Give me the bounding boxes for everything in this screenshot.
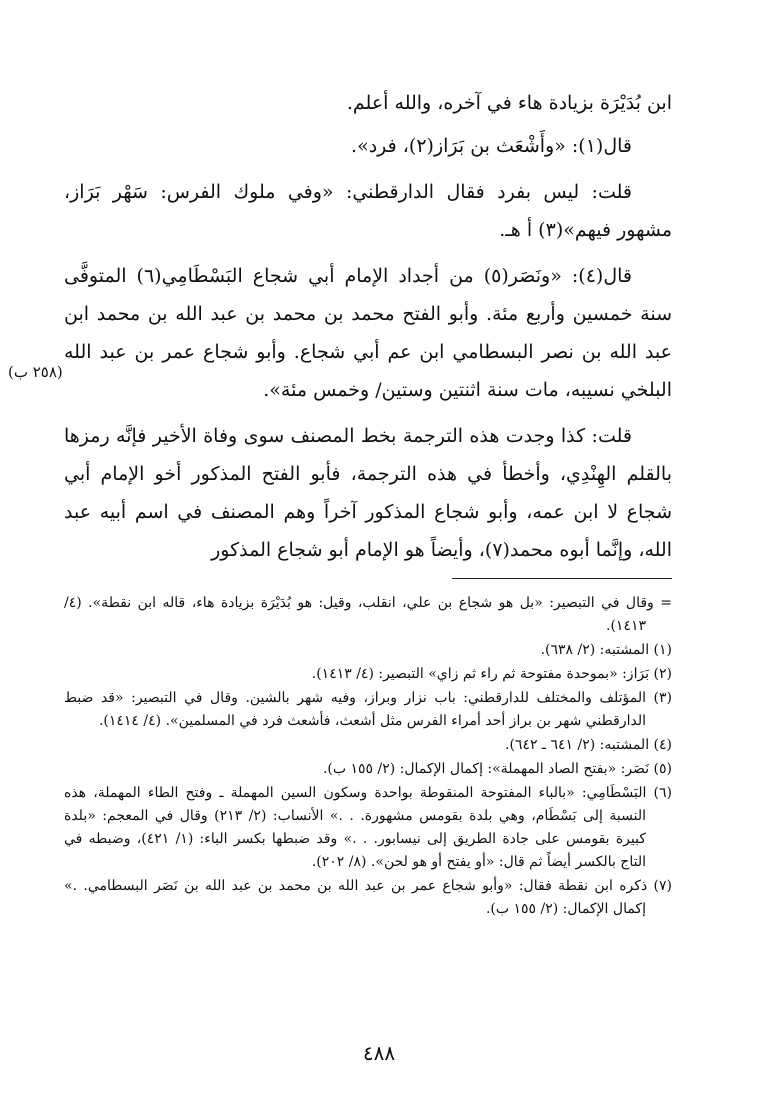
paragraph-2: قال(١): «وأَشْعَث بن بَرَاز(٢)، فرد».: [351, 135, 632, 157]
footnote-4: (٤) المشتبه: (٢/ ٦٤١ ـ ٦٤٢).: [505, 737, 672, 753]
footnote-divider: [452, 578, 672, 579]
footnote-7: (٧) ذكره ابن نقطة فقال: «وأبو شجاع عمر بن عبد الله بن محمد بن عبد الله بن نَصَر البسطامي. .» إكمال الإكمال: (٢/ ١٥٥ ب).: [64, 878, 672, 917]
footnote-5: (٥) نَصَر: «بفتح الصاد المهملة»: إكمال الإكمال: (٢/ ١٥٥ ب).: [322, 761, 672, 777]
main-text: [64, 84, 672, 574]
folio-margin-note: (٢٥٨ ب): [8, 363, 63, 381]
footnote-2: (٢) بَرَاز: «بموحدة مفتوحة ثم راء ثم زاي» التبصير: (٤/ ١٤١٣).: [311, 666, 672, 682]
paragraph-1: ابن بُدَيْرَة بزيادة هاء في آخره، والله أعلم.: [346, 92, 672, 114]
footnote-3: (٣) المؤتلف والمختلف للدارقطني: باب نزار وبراز، وفيه شهر بالشين. وقال في التبصير: «قد ضبط الدارقطني شهر بن براز أحد أمراء الفرس مثل أشعث، فأشعث فرد في المسلمين». (٤/ ١٤١٤).: [64, 690, 672, 729]
footnote-1: (١) المشتبه: (٢/ ٦٣٨).: [540, 642, 672, 658]
paragraph-3: قلت: ليس بفرد فقال الدارقطني: «وفي ملوك الفرس: سَهْر بَرَاز، مشهور فيهم»(٣) أ هـ.: [64, 181, 672, 241]
paragraph-4: قال(٤): «ونَصَر(٥) من أجداد الإمام أبي شجاع البَسْطَامِي(٦) المتوفَّى سنة خمسين وأربع مئة. وأبو الفتح محمد بن محمد بن عبد الله بن محمد ابن عبد الله بن نصر البسطامي ابن عم أبي شجاع. وأبو شجاع عمر بن عبد الله البلخي نسيبه، مات سنة اثنتين وستين/ وخمس مئة».: [64, 265, 672, 401]
paragraph-5: قلت: كذا وجدت هذه الترجمة بخط المصنف سوى وفاة الأخير فإنَّه رمزها بالقلم الهِنْدِي، وأخطأ في هذه الترجمة، فأبو الفتح المذكور أخو الإمام أبي شجاع لا ابن عمه، وأبو شجاع المذكور آخراً وهم المصنف في اسم أبيه عبد الله، وإنَّما أبوه محمد(٧)، وأيضاً هو الإمام أبو شجاع المذكور: [64, 425, 672, 561]
footnote-continued: = وقال في التبصير: «بل هو شجاع بن علي، انقلب، وقيل: هو بُدَيْرَة بزيادة هاء، قاله ابن نقطة». (٤/ ١٤١٣).: [64, 595, 672, 634]
footnote-6: (٦) البَسْطَامِي: «بالباء المفتوحة المنقوطة بواحدة وسكون السين المهملة ـ وفتح الطاء المهملة، هذه النسبة إلى بَسْطَام، وهي بلدة بقومس مشهورة. . .» الأنساب: (٢/ ٢١٣) وقال في المعجم: «بلدة كبيرة بقومس على جادة الطريق إلى نيسابور. . .» وقد ضبطها بكسر الباء: (١/ ٤٢١)، وضبطه في التاج بالكسر أيضاً ثم قال: «أو يفتح أو هو لحن». (٨/ ٢٠٢).: [64, 785, 672, 870]
page-number: ٤٨٨: [362, 1041, 396, 1065]
footnotes: [64, 592, 672, 922]
